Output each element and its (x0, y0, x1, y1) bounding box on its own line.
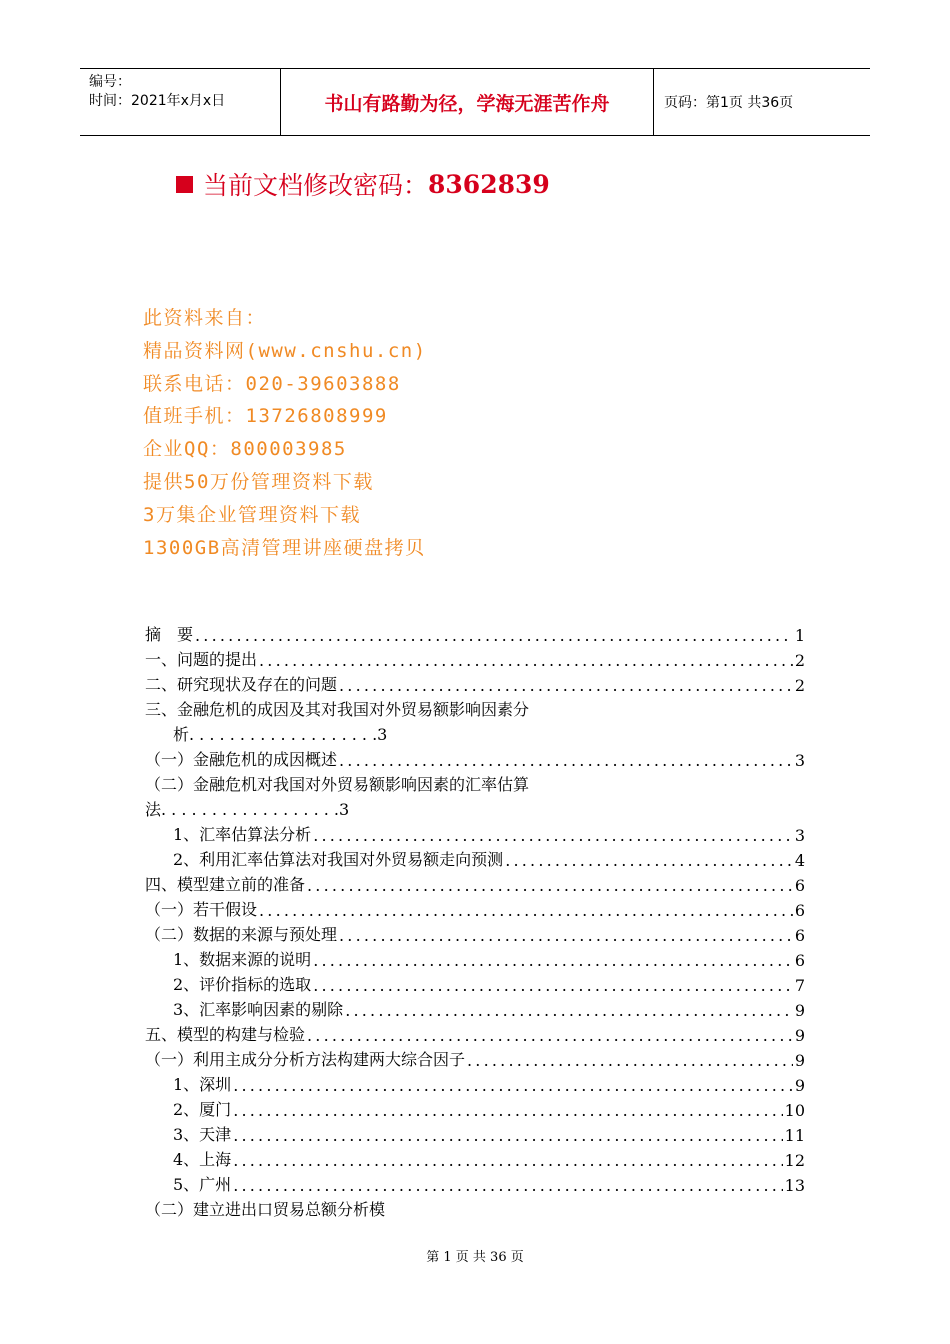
header-meta (80, 69, 281, 135)
toc-entry-continuation[interactable]: 法. . . . . . . . . . . . . . . . . .3 (145, 800, 350, 819)
toc-entry[interactable]: 2、评价指标的选取 ..... 7 (145, 970, 805, 995)
toc-entry[interactable]: 1、深圳 ..... 9 (145, 1070, 805, 1095)
toc-entry[interactable]: 摘 要 ..... 1 (145, 620, 805, 645)
source-line: 联系电话：020-39603888 (143, 372, 401, 395)
toc-entry-continuation[interactable]: 析. . . . . . . . . . . . . . . . . . .3 (173, 725, 388, 744)
password-label: 当前文档修改密码： (203, 171, 429, 200)
source-line: 3万集企业管理资料下载 (143, 503, 361, 526)
source-line: 1300GB高清管理讲座硬盘拷贝 (143, 536, 426, 559)
source-line: 提供50万份管理资料下载 (143, 470, 374, 493)
toc-entry[interactable]: 1、数据来源的说明 ..... 6 (145, 945, 805, 970)
document-header (80, 68, 870, 136)
password-line (176, 166, 550, 202)
table-of-contents (145, 620, 805, 1220)
source-line: 精品资料网(www.cnshu.cn) (143, 339, 427, 362)
source-line: 企业QQ：800003985 (143, 438, 347, 461)
toc-entry[interactable]: （一）利用主成分分析方法构建两大综合因子 ..... 9 (145, 1045, 805, 1070)
toc-entry[interactable]: 二、研究现状及存在的问题 ..... 2 (145, 670, 805, 695)
toc-entry[interactable]: （一）金融危机的成因概述 ..... 3 (145, 745, 805, 770)
toc-entry[interactable]: 5、广州 ..... 13 (145, 1170, 805, 1195)
toc-entry[interactable]: 一、问题的提出 ..... 2 (145, 645, 805, 670)
source-line: 值班手机：13726808999 (143, 405, 388, 428)
toc-entry[interactable]: 3、天津 ..... 11 (145, 1120, 805, 1145)
square-bullet-icon (176, 176, 193, 193)
toc-entry[interactable]: 4、上海 ..... 12 (145, 1145, 805, 1170)
header-page-info: 页码：第1页 共36页 (664, 95, 794, 111)
page-footer: 第 1 页 共 36 页 (426, 1250, 524, 1265)
toc-entry[interactable]: （二）数据的来源与预处理 ..... 6 (145, 920, 805, 945)
toc-entry[interactable]: 1、汇率估算法分析 ..... 3 (145, 820, 805, 845)
toc-entry[interactable]: 2、厦门 ..... 10 (145, 1095, 805, 1120)
toc-entry[interactable]: 四、模型建立前的准备 ..... 6 (145, 870, 805, 895)
password-code: 8362839 (428, 169, 550, 199)
toc-entry[interactable]: 三、金融危机的成因及其对我国对外贸易额影响因素分 (145, 700, 530, 719)
number-label: 编号： (89, 74, 131, 90)
toc-entry[interactable]: 3、汇率影响因素的剔除 ..... 9 (145, 995, 805, 1020)
source-line: 此资料来自： (143, 307, 267, 329)
toc-entry[interactable]: （一）若干假设 ..... 6 (145, 895, 805, 920)
source-info (143, 302, 427, 564)
time-label: 时间：2021年x月x日 (89, 93, 226, 109)
header-motto: 书山有路勤为径，学海无涯苦作舟 (281, 69, 654, 135)
toc-entry[interactable]: （二）金融危机对我国对外贸易额影响因素的汇率估算 (145, 775, 530, 794)
toc-entry[interactable]: 五、模型的构建与检验 ..... 9 (145, 1020, 805, 1045)
toc-entry[interactable]: 2、利用汇率估算法对我国对外贸易额走向预测 ..... 4 (145, 845, 805, 870)
toc-entry[interactable]: （二）建立进出口贸易总额分析模 (145, 1200, 386, 1219)
